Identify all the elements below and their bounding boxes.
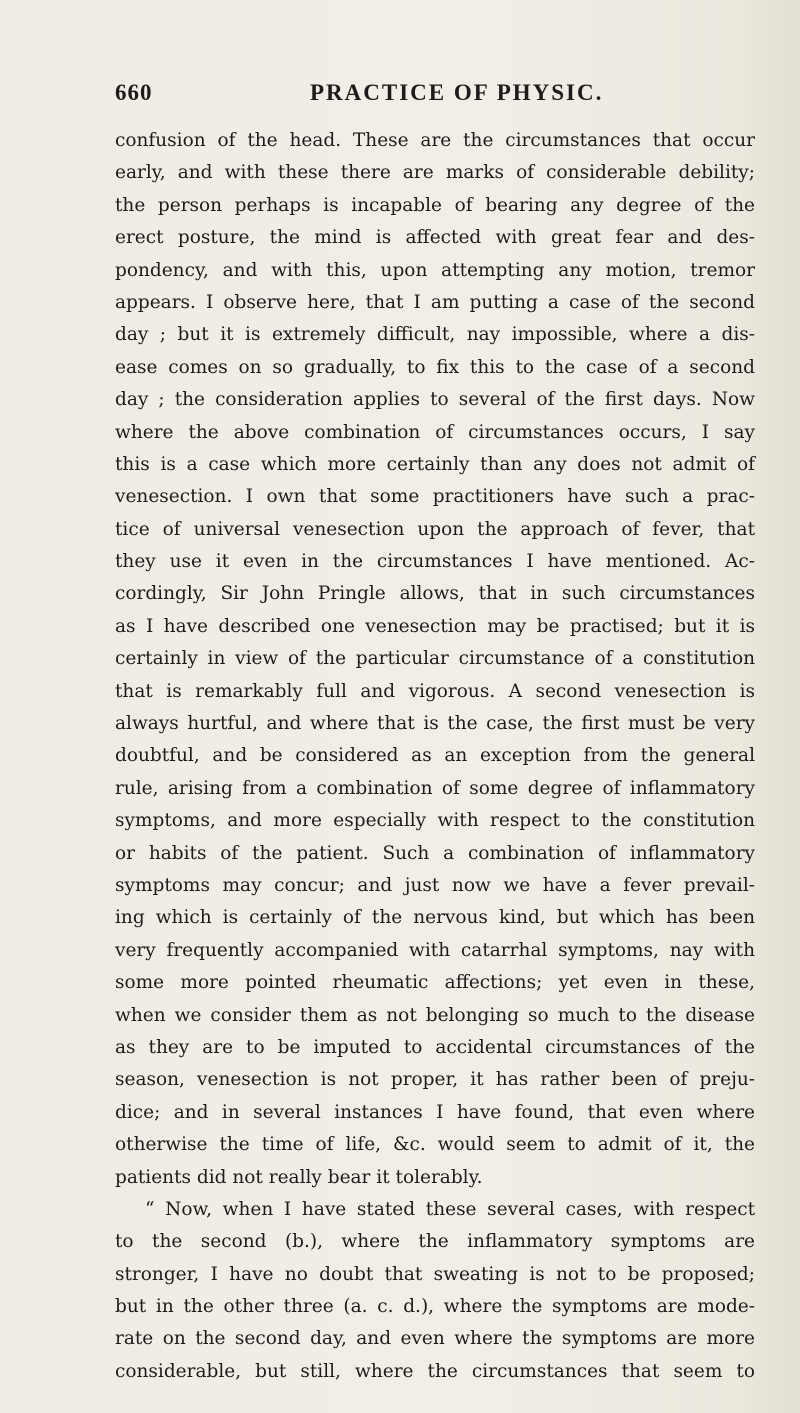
text-line: certainly in view of the particular circumstance of a constitution [115,648,755,670]
text-line: doubtful, and be considered as an exception from the general [115,745,755,767]
page-number: 660 [115,80,153,105]
text-line: very frequently accompanied with catarrhal symptoms, nay with [115,939,755,961]
text-line: symptoms, and more especially with respect to the constitution [115,810,755,832]
text-line: where the above combination of circumstances occurs, I say [115,421,755,443]
text-line: symptoms may concur; and just now we have a fever prevail- [115,874,755,896]
text-line: considerable, but still, where the circumstances that seem to [115,1360,755,1382]
text-line: day ; but it is extremely difficult, nay impossible, where a dis- [115,324,755,346]
text-line: erect posture, the mind is affected with great fear and des- [115,227,755,249]
text-line: tice of universal venesection upon the approach of fever, that [115,518,755,540]
text-line: but in the other three (a. c. d.), where the symptoms are mode- [115,1296,755,1318]
text-line: that is remarkably full and vigorous. A second venesection is [115,680,755,702]
text-line: or habits of the patient. Such a combination of inflammatory [115,842,755,864]
text-line: rate on the second day, and even where the symptoms are more [115,1328,755,1350]
text-line: when we consider them as not belonging so much to the disease [115,1004,755,1026]
page-header [115,80,755,116]
text-line: they use it even in the circumstances I have mentioned. Ac- [115,551,755,573]
text-line: day ; the consideration applies to several of the first days. Now [115,389,755,411]
text-line: venesection. I own that some practitioners have such a prac- [115,486,755,508]
text-line: always hurtful, and where that is the case, the first must be very [115,713,755,735]
text-line: dice; and in several instances I have found, that even where [115,1101,755,1123]
text-line: pondency, and with this, upon attempting any motion, tremor [115,259,755,281]
text-line: confusion of the head. These are the circumstances that occur [115,130,755,151]
text-line: cordingly, Sir John Pringle allows, that in such circumstances [115,583,755,605]
paragraph-start-line: “ Now, when I have stated these several cases, with respect [145,1198,755,1220]
text-line: rule, arising from a combination of some degree of inflammatory [115,777,755,799]
text-line: this is a case which more certainly than any does not admit of [115,453,755,475]
text-line: otherwise the time of life, &c. would seem to admit of it, the [115,1134,755,1156]
text-line: some more pointed rheumatic affections; yet even in these, [115,972,755,994]
text-line: early, and with these there are marks of considerable debility; [115,162,755,184]
text-line: the person perhaps is incapable of bearing any degree of the [115,194,755,216]
running-head: PRACTICE OF PHYSIC. [310,80,604,105]
paragraph-end-line: patients did not really bear it tolerably. [115,1166,483,1188]
text-line: as I have described one venesection may be practised; but it is [115,615,755,637]
text-line: appears. I observe here, that I am putting a case of the second [115,291,755,313]
text-line: ing which is certainly of the nervous kind, but which has been [115,907,755,929]
text-line: to the second (b.), where the inflammatory symptoms are [115,1231,755,1253]
text-line: season, venesection is not proper, it has rather been of preju- [115,1069,755,1091]
text-line: as they are to be imputed to accidental circumstances of the [115,1036,755,1058]
text-line: ease comes on so gradually, to fix this to the case of a second [115,356,755,378]
text-line: stronger, I have no doubt that sweating is not to be proposed; [115,1263,755,1285]
body-text [115,125,755,1388]
